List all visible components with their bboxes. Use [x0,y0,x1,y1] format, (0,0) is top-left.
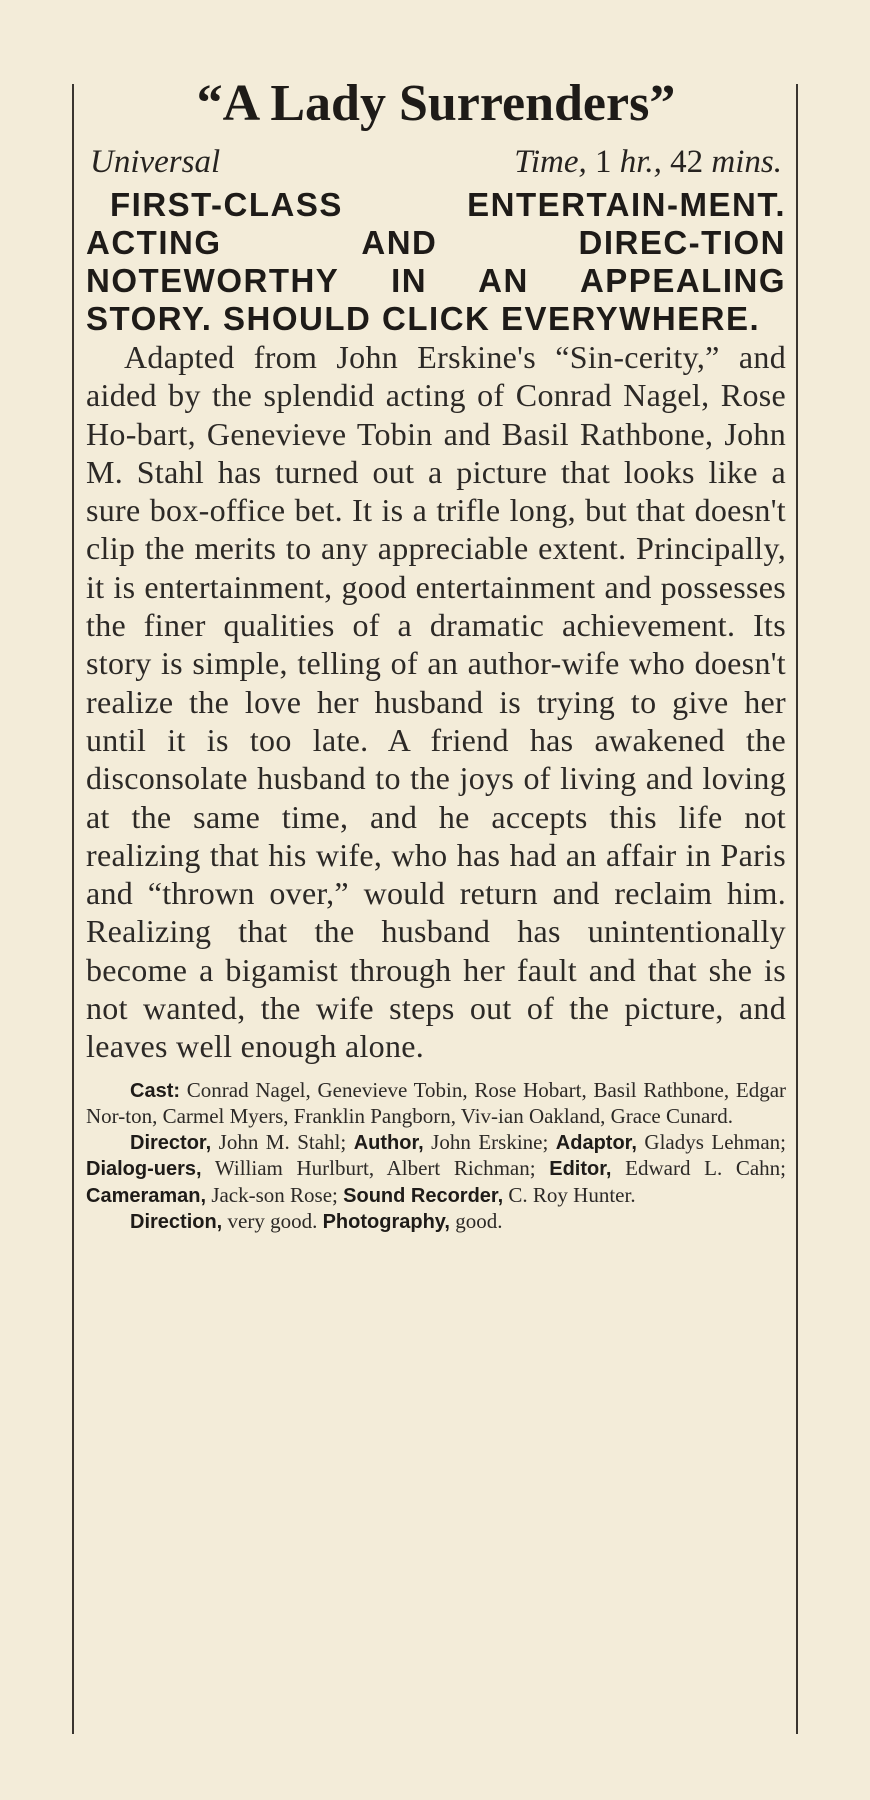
sound-recorder-name: C. Roy Hunter. [508,1182,636,1207]
time-minutes: 42 [670,144,704,180]
crew-paragraph [86,1130,786,1210]
photography-label: Photography, [322,1211,450,1234]
time-label: Time, [514,144,587,180]
cameraman-label: Cameraman, [86,1184,207,1207]
director-label: Director, [130,1131,212,1154]
right-column-rule [796,84,798,1734]
cast-paragraph [86,1078,786,1130]
director-name: John M. Stahl; [218,1129,347,1154]
author-name: John Erskine; [431,1129,549,1154]
time-hours: 1 [594,144,612,180]
adaptor-name: Gladys Lehman; [644,1129,787,1154]
film-meta [86,140,786,184]
editor-name: Edward L. Cahn; [625,1156,787,1181]
review-body: Adapted from John Erskine's “Sin-cerity,” and aided by the splendid acting of Conrad Nagel, Rose Ho-bart, Genevieve Tobin and Basil Rathbone, John M. Stahl has turned out a picture that looks like a sure box-office bet. It is a trifle long, but that doesn't clip the merits to any appreciable extent. Principally, it is entertainment, good entertainment and possesses the finer qualities of a dramatic achievement. Its story is simple, telling of an author-wife who doesn't realize the love her husband is trying to give her until it is too late. A friend has awakened the disconsolate husband to the joys of living and loving at the same time, and he accepts this life not realizing that his wife, who has had an affair in Paris and “thrown over,” would return and reclaim him. Realizing that the husband has unintentionally become a bigamist through her fault and that she is not wanted, the wife steps out of the picture, and leaves well enough alone. [86,339,786,1065]
author-label: Author, [353,1131,424,1154]
cast-label: Cast: [130,1079,181,1102]
time-hours-unit: hr., [619,144,662,180]
dialoguers-names: William Hurlburt, Albert Richman; [214,1156,536,1181]
cameraman-name: Jack-son Rose; [211,1182,338,1207]
studio-name: Universal [90,144,221,180]
dialoguers-label: Dialog-uers, [86,1158,202,1181]
review-column [86,70,786,1236]
credits-block [86,1078,786,1236]
photography-rating: good. [455,1209,503,1234]
time-minutes-unit: mins. [711,144,782,180]
running-time [514,140,782,184]
editor-label: Editor, [549,1158,612,1181]
ratings-paragraph [86,1209,786,1236]
direction-label: Direction, [130,1211,223,1234]
sound-recorder-label: Sound Recorder, [343,1184,504,1207]
left-column-rule [72,84,74,1734]
film-title: “A Lady Surrenders” [196,75,676,132]
adaptor-label: Adaptor, [555,1131,637,1154]
direction-rating: very good. [227,1209,318,1234]
cast-names: Conrad Nagel, Genevieve Tobin, Rose Hobart, Basil Rathbone, Edgar Nor-ton, Carmel Myers, Franklin Pangborn, Viv-ian Oakland, Grace Cunard. [86,1077,787,1129]
review-headline: FIRST-CLASS ENTERTAIN-MENT. ACTING AND DIREC-TION NOTEWORTHY IN AN APPEALING STORY. SHOULD CLICK EVERYWHERE. [86,186,786,337]
